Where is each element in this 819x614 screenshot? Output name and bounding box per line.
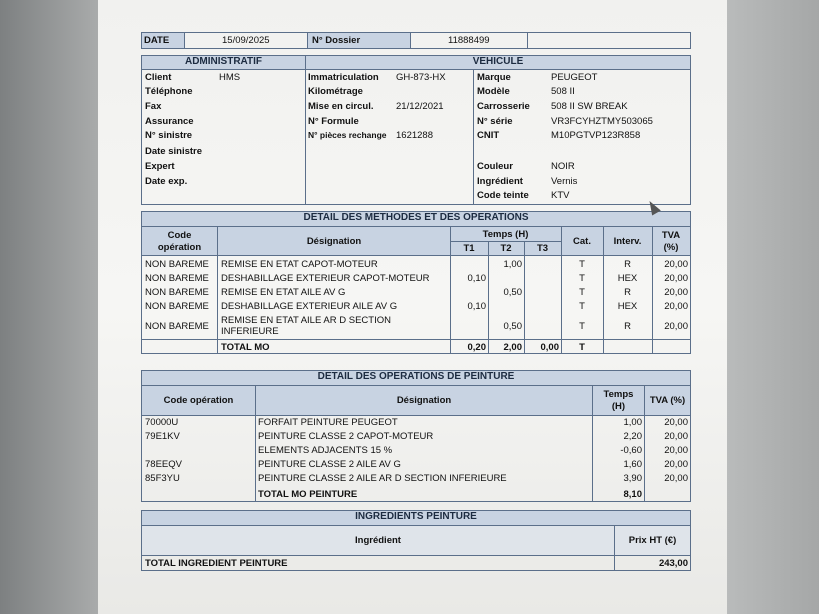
date-value: 15/09/2025 [222,35,270,46]
marque-value: PEUGEOT [551,72,598,83]
immat-label: Immatriculation [308,72,379,83]
peinture-tva: 20,00 [664,445,688,456]
peinture-designation: PEINTURE CLASSE 2 CAPOT-MOTEUR [258,431,434,442]
background-left [0,0,98,614]
marque-label: Marque [477,72,511,83]
modele-value: 508 II [551,86,575,97]
cnit-value: M10PGTVP123R858 [551,130,641,141]
carrosserie-label: Carrosserie [477,101,530,112]
dossier-label: N° Dossier [312,35,361,46]
methode-code: NON BAREME [145,273,209,284]
peinture-designation: FORFAIT PEINTURE PEUGEOT [258,417,398,428]
methode-cat: T [579,273,585,284]
ingredients-col-ingredient: Ingrédient [355,535,401,546]
col-temps: Temps (H) [482,229,529,240]
couleur-value: NOIR [551,161,575,172]
methode-interv: R [624,259,631,270]
col-code-l2: opération [157,242,202,253]
ingredient-value: Vernis [551,176,578,187]
peinture-title: DETAIL DES OPERATIONS DE PEINTURE [142,371,690,385]
total-peinture-temps: 8,10 [623,489,642,500]
methode-tva: 20,00 [664,259,688,270]
peinture-col-code: Code opération [163,395,234,406]
total-ingredient-value: 243,00 [658,558,688,569]
vehicle-header: VEHICULE [306,56,690,69]
teinte-label: Code teinte [477,190,529,201]
methode-t2: 1,00 [503,259,522,270]
methode-designation: REMISE EN ETAT AILE AR D SECTION [221,315,391,326]
methode-cat: T [579,259,585,270]
methode-designation-line2: INFERIEURE [221,326,279,337]
methode-cat: T [579,301,585,312]
total-mo-t2: 2,00 [503,342,522,353]
peinture-tva: 20,00 [664,459,688,470]
peinture-code: 85F3YU [145,473,180,484]
admin-label-sinistre: N° sinistre [145,130,193,141]
total-mo-t3: 0,00 [540,342,559,353]
methode-code: NON BAREME [145,301,209,312]
peinture-col-designation: Désignation [396,395,452,406]
km-label: Kilométrage [308,86,363,97]
admin-value-client: HMS [219,72,241,83]
admin-label-assurance: Assurance [145,116,194,127]
cnit-label: CNIT [477,130,500,141]
methode-t1: 0,10 [467,301,486,312]
circul-label: Mise en circul. [308,101,374,112]
immat-value: GH-873-HX [396,72,446,83]
teinte-value: KTV [551,190,570,201]
ingredients-title: INGREDIENTS PEINTURE [142,511,690,525]
total-peinture-label: TOTAL MO PEINTURE [258,489,358,500]
methode-t2: 0,50 [503,321,522,332]
carrosserie-value: 508 II SW BREAK [551,101,628,112]
peinture-col-temps-l1: Temps [603,389,634,400]
col-t2: T2 [500,243,512,254]
peinture-designation: PEINTURE CLASSE 2 AILE AR D SECTION INFERIEURE [258,473,507,484]
total-mo-t1: 0,20 [467,342,486,353]
peinture-col-temps-l2: (H) [611,401,626,412]
background-right [727,0,819,614]
col-code-l1: Code [167,230,192,241]
ingredients-col-prix: Prix HT (€) [628,535,677,546]
methode-tva: 20,00 [664,273,688,284]
formule-label: N° Formule [308,116,359,127]
peinture-temps: 3,90 [623,473,642,484]
peinture-code: 78EEQV [145,459,182,470]
methode-cat: T [579,321,585,332]
admin-label-date-sinistre: Date sinistre [145,146,203,157]
admin-label-client: Client [145,72,172,83]
methode-interv: R [624,287,631,298]
methode-tva: 20,00 [664,321,688,332]
peinture-temps: 2,20 [623,431,642,442]
peinture-temps: -0,60 [620,445,642,456]
methode-cat: T [579,287,585,298]
admin-label-date-exp: Date exp. [145,176,188,187]
methode-interv: HEX [617,301,638,312]
methode-designation: DESHABILLAGE EXTERIEUR AILE AV G [221,301,398,312]
methode-tva: 20,00 [664,287,688,298]
methode-tva: 20,00 [664,301,688,312]
peinture-code: 70000U [145,417,179,428]
peinture-tva: 20,00 [664,431,688,442]
methodes-title: DETAIL DES METHODES ET DES OPERATIONS [142,212,690,226]
methode-t1: 0,10 [467,273,486,284]
methode-designation: DESHABILLAGE EXTERIEUR CAPOT-MOTEUR [221,273,430,284]
methode-code: NON BAREME [145,287,209,298]
col-tva-l2: (%) [663,242,679,253]
peinture-tva: 20,00 [664,473,688,484]
col-interv: Interv. [613,236,642,247]
admin-label-fax: Fax [145,101,162,112]
methode-code: NON BAREME [145,259,209,270]
admin-label-expert: Expert [145,161,175,172]
admin-label-telephone: Téléphone [145,86,193,97]
pieces-label: N° pièces rechange [308,130,387,140]
ingredient-label: Ingrédient [477,176,523,187]
couleur-label: Couleur [477,161,513,172]
total-mo-label: TOTAL MO [221,342,270,353]
circul-value: 21/12/2021 [396,101,444,112]
col-t1: T1 [463,243,475,254]
pieces-value: 1621288 [396,130,433,141]
peinture-tva: 20,00 [664,417,688,428]
methode-designation: REMISE EN ETAT AILE AV G [221,287,346,298]
serie-label: N° série [477,116,513,127]
col-cat: Cat. [573,236,591,247]
col-designation: Désignation [306,236,362,247]
admin-header: ADMINISTRATIF [142,56,305,69]
peinture-temps: 1,00 [623,417,642,428]
methode-t2: 0,50 [503,287,522,298]
peinture-designation: PEINTURE CLASSE 2 AILE AV G [258,459,401,470]
methode-interv: R [624,321,631,332]
col-t3: T3 [536,243,549,254]
dossier-value: 11888499 [448,35,490,46]
total-mo-cat: T [579,342,585,353]
col-tva-l1: TVA [661,230,681,241]
peinture-designation: ELEMENTS ADJACENTS 15 % [258,445,393,456]
peinture-temps: 1,60 [623,459,642,470]
methode-code: NON BAREME [145,321,209,332]
date-label: DATE [144,35,170,46]
methode-designation: REMISE EN ETAT CAPOT-MOTEUR [221,259,378,270]
methode-interv: HEX [617,273,638,284]
peinture-col-tva: TVA (%) [649,395,686,406]
peinture-code: 79E1KV [145,431,180,442]
modele-label: Modèle [477,86,510,97]
serie-value: VR3FCYHZTMY503065 [551,116,653,127]
total-ingredient-label: TOTAL INGREDIENT PEINTURE [145,558,288,569]
